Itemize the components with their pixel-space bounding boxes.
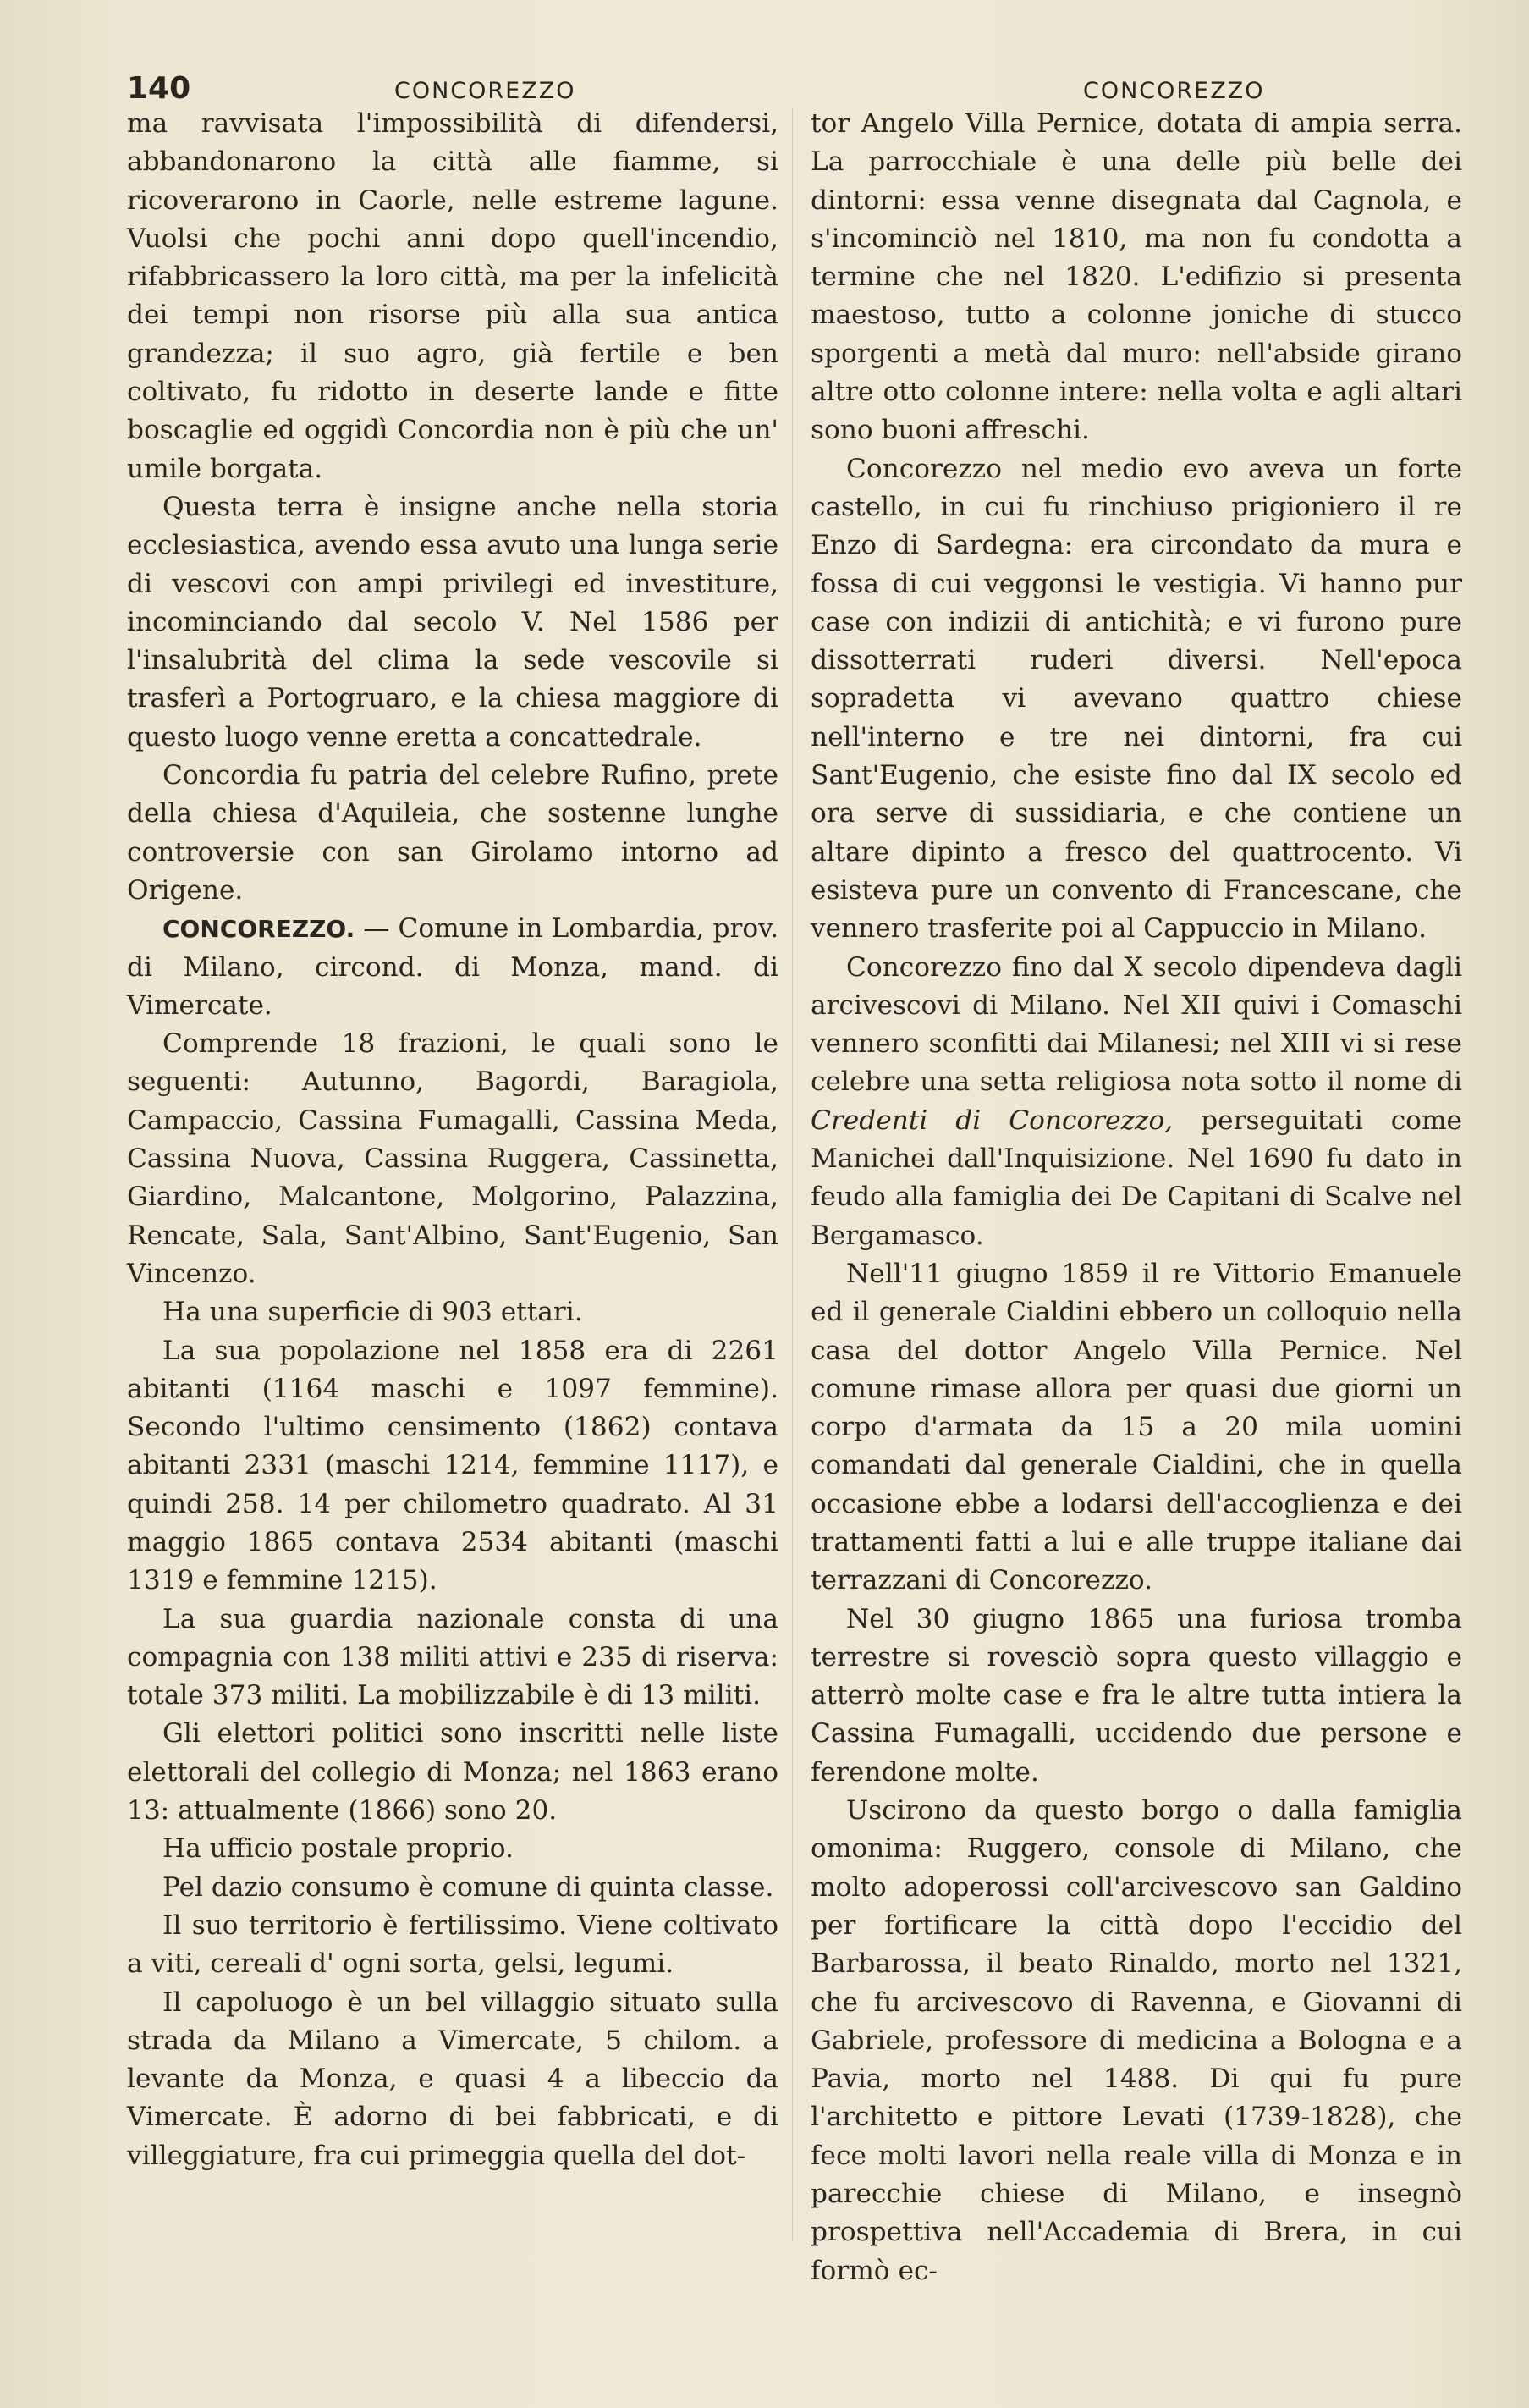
entry-intro: — Comune in Lombardia, prov. di Milano, circond. di Monza, mand. di Vimercate. bbox=[127, 913, 778, 1021]
paragraph bbox=[811, 949, 1462, 1255]
paragraph: Questa terra è insigne anche nella storia ecclesiastica, avendo essa avuto una lunga serie di vescovi con ampi privilegi ed investiture, incominciando dal secolo V. Nel 1586 per l'insalubrità del clima la sede vescovile si trasferì a Portogruaro, e la chiesa maggiore di questo luogo venne eretta a concattedrale. bbox=[127, 491, 778, 752]
paragraph: La sua popolazione nel 1858 era di 2261 abitanti (1164 maschi e 1097 femmine). Secondo l'ultimo censimento (1862) contava abitanti 2331 (maschi 1214, femmine 1117), e quindi 258. 14 per chilometro quadrato. Al 31 maggio 1865 contava 2534 abitanti (maschi 1319 e femmine 1215). bbox=[127, 1335, 778, 1596]
left-column bbox=[127, 105, 778, 2175]
paragraph: ma ravvisata l'impossibilità di difendersi, abbandonarono la città alle fiamme, si ricoverarono in Caorle, nelle estreme lagune. Vuolsi che pochi anni dopo quell'incendio, rifabbricassero la loro città, ma per la infelicità dei tempi non risorse più alla sua antica grandezza; il suo agro, già fertile e ben coltivato, fu ridotto in deserte lande e fitte boscaglie ed oggidì Concordia non è più che un' umile borgata. bbox=[127, 108, 778, 484]
paragraph: Concorezzo nel medio evo aveva un forte castello, in cui fu rinchiuso prigioniero il re Enzo di Sardegna: era circondato da mura e fossa di cui veggonsi le vestigia. Vi hanno pur case con indizii di antichità; e vi furono pure dissotterrati ruderi diversi. Nell'epoca sopradetta vi avevano quattro chiese nell'interno e tre nei dintorni, fra cui Sant'Eugenio, che esiste fino dal IX secolo ed ora serve di sussidiaria, e che contiene un altare dipinto a fresco del quattrocento. Vi esisteva pure un convento di Francescane, che vennero trasferite poi al Cappuccio in Milano. bbox=[811, 453, 1462, 945]
paragraph: Ha ufficio postale proprio. bbox=[162, 1833, 514, 1865]
paragraph: Il capoluogo è un bel villaggio situato sulla strada da Milano a Vimercate, 5 chilom. a levante da Monza, e quasi 4 a libeccio da Vimercate. È adorno di bei fabbricati, e di villeggiature, fra cui primeggia quella del dot- bbox=[127, 1986, 778, 2171]
paragraph: Comprende 18 frazioni, le quali sono le seguenti: Autunno, Bagordi, Baragiola, Campaccio, Cassina Fumagalli, Cassina Meda, Cassina Nuova, Cassina Ruggera, Cassinetta, Giardino, Malcantone, Molgorino, Palazzina, Rencate, Sala, Sant'Albino, Sant'Eugenio, San Vincenzo. bbox=[127, 1028, 778, 1289]
italic-sect-name: Credenti di Concorezzo, bbox=[811, 1105, 1174, 1136]
entry-paragraph bbox=[127, 910, 778, 1025]
paragraph: tor Angelo Villa Pernice, dotata di ampia serra. La parrocchiale è una delle più belle dei dintorni: essa venne disegnata dal Cagnola, e s'incominciò nel 1810, ma non fu condotta a termine che nel 1820. L'edifizio si presenta maestoso, tutto a colonne joniche di stucco sporgenti a metà dal muro: nell'abside girano altre otto colonne intere: nella volta e agli altari sono buoni affreschi. bbox=[811, 108, 1462, 446]
entry-title: CONCOREZZO. bbox=[162, 915, 355, 944]
right-column bbox=[811, 105, 1462, 2290]
running-head-right: CONCOREZZO bbox=[1083, 78, 1265, 104]
running-head-left: CONCOREZZO bbox=[394, 78, 576, 104]
paragraph: Nel 30 giugno 1865 una furiosa tromba terrestre si rovesciò sopra questo villaggio e atterrò molte case e fra le altre tutta intiera la Cassina Fumagalli, uccidendo due persone e ferendone molte. bbox=[811, 1603, 1462, 1788]
paragraph-text: perseguitati come Manichei dall'Inquisizione. Nel 1690 fu dato in feudo alla famiglia dei De Capitani di Scalve nel Bergamasco. bbox=[811, 1105, 1462, 1251]
paragraph: Gli elettori politici sono inscritti nelle liste elettorali del collegio di Monza; nel 1863 erano 13: attualmente (1866) sono 20. bbox=[127, 1718, 778, 1827]
paragraph: Nell'11 giugno 1859 il re Vittorio Emanuele ed il generale Cialdini ebbero un colloquio nella casa del dottor Angelo Villa Pernice. Nel comune rimase allora per quasi due giorni un corpo d'armata da 15 a 20 mila uomini comandati dal generale Cialdini, che in quella occasione ebbe a lodarsi dell'accoglienza e dei trattamenti fatti a lui e alle truppe italiane dai terrazzani di Concorezzo. bbox=[811, 1258, 1462, 1596]
paragraph-text: Concorezzo fino dal X secolo dipendeva dagli arcivescovi di Milano. Nel XII quivi i Comaschi vennero sconfitti dai Milanesi; nel XIII vi si rese celebre una setta religiosa nota sotto il nome di bbox=[811, 951, 1462, 1098]
paragraph: La sua guardia nazionale consta di una compagnia con 138 militi attivi e 235 di riserva: totale 373 militi. La mobilizzabile è di 13 militi. bbox=[127, 1603, 778, 1711]
paragraph: Pel dazio consumo è comune di quinta classe. bbox=[162, 1871, 774, 1903]
paragraph: Uscirono da questo borgo o dalla famiglia omonima: Ruggero, console di Milano, che molto adoperossi coll'arcivescovo san Galdino per fortificare la città dopo l'eccidio del Barbarossa, il beato Rinaldo, morto nel 1321, che fu arcivescovo di Ravenna, e Giovanni di Gabriele, professore di medicina a Bologna e a Pavia, morto nel 1488. Di qui fu pure l'architetto e pittore Levati (1739-1828), che fece molti lavori nella reale villa di Monza e in parecchie chiese di Milano, e insegnò prospettiva nell'Accademia di Brera, in cui formò ec- bbox=[811, 1795, 1462, 2286]
page-number: 140 bbox=[127, 71, 191, 106]
paragraph: Ha una superficie di 903 ettari. bbox=[162, 1297, 583, 1328]
column-divider bbox=[792, 108, 793, 2241]
paragraph: Il suo territorio è fertilissimo. Viene coltivato a viti, cereali d' ogni sorta, gelsi, legumi. bbox=[127, 1909, 778, 1980]
paragraph: Concordia fu patria del celebre Rufino, prete della chiesa d'Aquileia, che sostenne lunghe controversie con san Girolamo intorno ad Origene. bbox=[127, 760, 778, 906]
